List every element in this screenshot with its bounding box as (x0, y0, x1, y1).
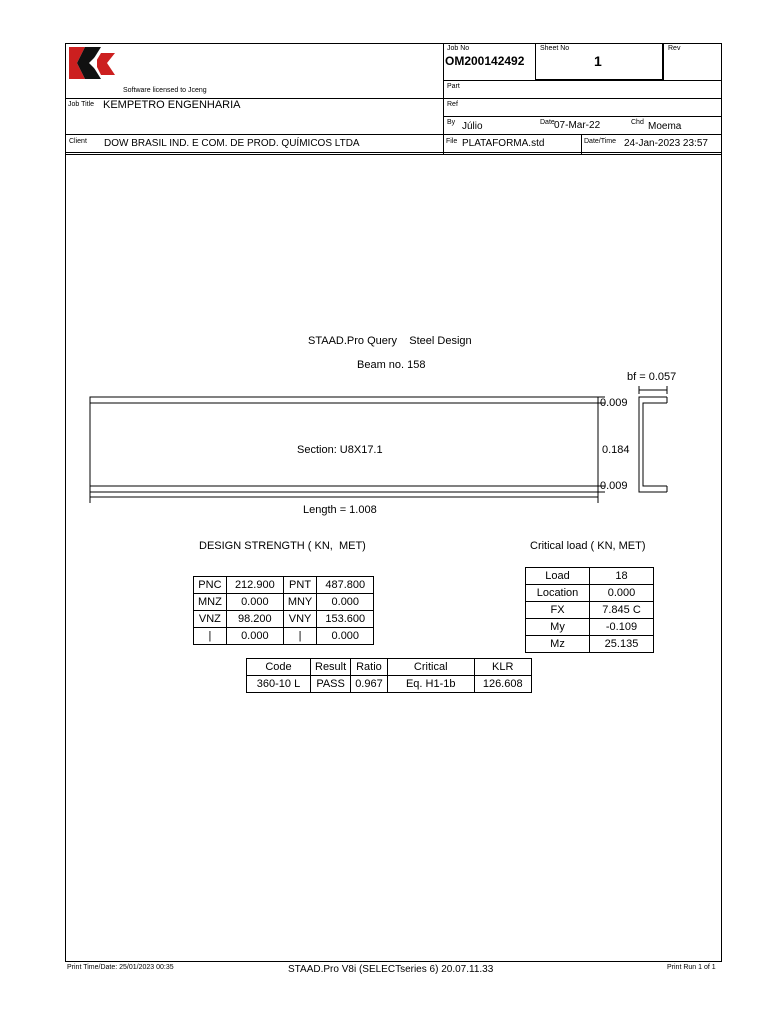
header-rule (443, 116, 722, 117)
section-depth: 0.184 (602, 444, 630, 456)
design-strength-title: DESIGN STRENGTH ( KN, MET) (199, 540, 366, 552)
license-text: Software licensed to Jceng (123, 87, 207, 94)
flange-thickness-bottom: 0.009 (600, 480, 628, 492)
critical-load-title: Critical load ( KN, MET) (530, 540, 646, 552)
table-cell: | (283, 628, 316, 645)
software-version: STAAD.Pro V8i (SELECTseries 6) 20.07.11.33 (288, 964, 494, 975)
ref-label: Ref (447, 101, 458, 108)
table-cell: PNT (283, 577, 316, 594)
table-cell: 212.900 (226, 577, 283, 594)
by-value: Júlio (462, 121, 483, 132)
datetime-value: 24-Jan-2023 23:57 (624, 138, 708, 149)
length-label: Length = 1.008 (303, 504, 377, 516)
part-label: Part (447, 83, 460, 90)
date-value: 07-Mar-22 (554, 120, 601, 131)
table-cell: Eq. H1-1b (387, 676, 474, 693)
flange-width-label: bf = 0.057 (627, 371, 677, 383)
table-cell: VNZ (194, 611, 227, 628)
table-header-row (247, 659, 532, 676)
table-cell: 0.000 (317, 628, 374, 645)
job-no-value: OM200142492 (445, 54, 525, 68)
beam-number: Beam no. 158 (357, 359, 426, 371)
table-header-cell: Code (247, 659, 311, 676)
table-cell: 0.000 (317, 594, 374, 611)
header-rule (65, 154, 722, 155)
job-title-label: Job Title (68, 101, 95, 108)
critical-load-table (525, 567, 654, 653)
result-table (246, 658, 532, 693)
table-cell: Mz (526, 636, 590, 653)
table-cell: 25.135 (590, 636, 654, 653)
table-header-cell: Critical (387, 659, 474, 676)
table-header-cell: Result (311, 659, 351, 676)
table-cell: PNC (194, 577, 227, 594)
table-cell: 153.600 (317, 611, 374, 628)
table-row (194, 628, 374, 645)
table-cell: Load (526, 568, 590, 585)
table-cell: 0.000 (226, 628, 283, 645)
table-row (526, 585, 654, 602)
client-label: Client (69, 138, 87, 145)
table-cell: 7.845 C (590, 602, 654, 619)
section-label: Section: U8X17.1 (297, 444, 383, 456)
header-rule (65, 134, 722, 135)
flange-thickness-top: 0.009 (600, 397, 628, 409)
by-label: By (447, 119, 456, 126)
table-cell: 126.608 (474, 676, 531, 693)
header-rule (581, 134, 582, 154)
table-cell: FX (526, 602, 590, 619)
table-cell: 360-10 L (247, 676, 311, 693)
table-cell: Location (526, 585, 590, 602)
table-row (526, 619, 654, 636)
header-rule (443, 80, 722, 81)
date-label: Date (540, 119, 555, 126)
table-header-cell: Ratio (351, 659, 388, 676)
table-cell: -0.109 (590, 619, 654, 636)
header-rule (443, 98, 722, 99)
datetime-label: Date/Time (584, 138, 617, 145)
table-cell: | (194, 628, 227, 645)
table-header-cell: KLR (474, 659, 531, 676)
table-cell: MNZ (194, 594, 227, 611)
table-cell: 0.967 (351, 676, 388, 693)
table-row (247, 676, 532, 693)
job-no-label: Job No (447, 45, 470, 52)
table-row (526, 636, 654, 653)
table-cell: 0.000 (590, 585, 654, 602)
file-value: PLATAFORMA.std (462, 138, 545, 149)
header-rule (663, 43, 664, 80)
table-row (194, 594, 374, 611)
table-row (526, 602, 654, 619)
table-cell: 18 (590, 568, 654, 585)
beam-elevation-drawing (85, 385, 685, 510)
chd-label: Chd (631, 119, 644, 126)
job-title-value: KEMPETRO ENGENHARIA (103, 99, 241, 111)
table-cell: My (526, 619, 590, 636)
print-time: Print Time/Date: 25/01/2023 00:35 (67, 964, 174, 971)
table-row (526, 568, 654, 585)
print-run: Print Run 1 of 1 (667, 964, 716, 971)
rev-label: Rev (668, 45, 681, 52)
table-row (194, 611, 374, 628)
table-cell: PASS (311, 676, 351, 693)
sheet-no-value: 1 (594, 53, 602, 69)
client-value: DOW BRASIL IND. E COM. DE PROD. QUÍMICOS LTDA (104, 138, 360, 149)
sheet-no-label: Sheet No (540, 45, 570, 52)
company-logo (67, 45, 117, 83)
design-strength-table (193, 576, 374, 645)
chd-value: Moema (648, 121, 682, 132)
table-cell: 0.000 (226, 594, 283, 611)
header-rule (443, 43, 444, 154)
header-rule (65, 152, 722, 153)
table-row (194, 577, 374, 594)
table-cell: 98.200 (226, 611, 283, 628)
table-cell: MNY (283, 594, 316, 611)
file-label: File (446, 138, 458, 145)
query-title: STAAD.Pro Query Steel Design (308, 335, 472, 347)
table-cell: 487.800 (317, 577, 374, 594)
table-cell: VNY (283, 611, 316, 628)
